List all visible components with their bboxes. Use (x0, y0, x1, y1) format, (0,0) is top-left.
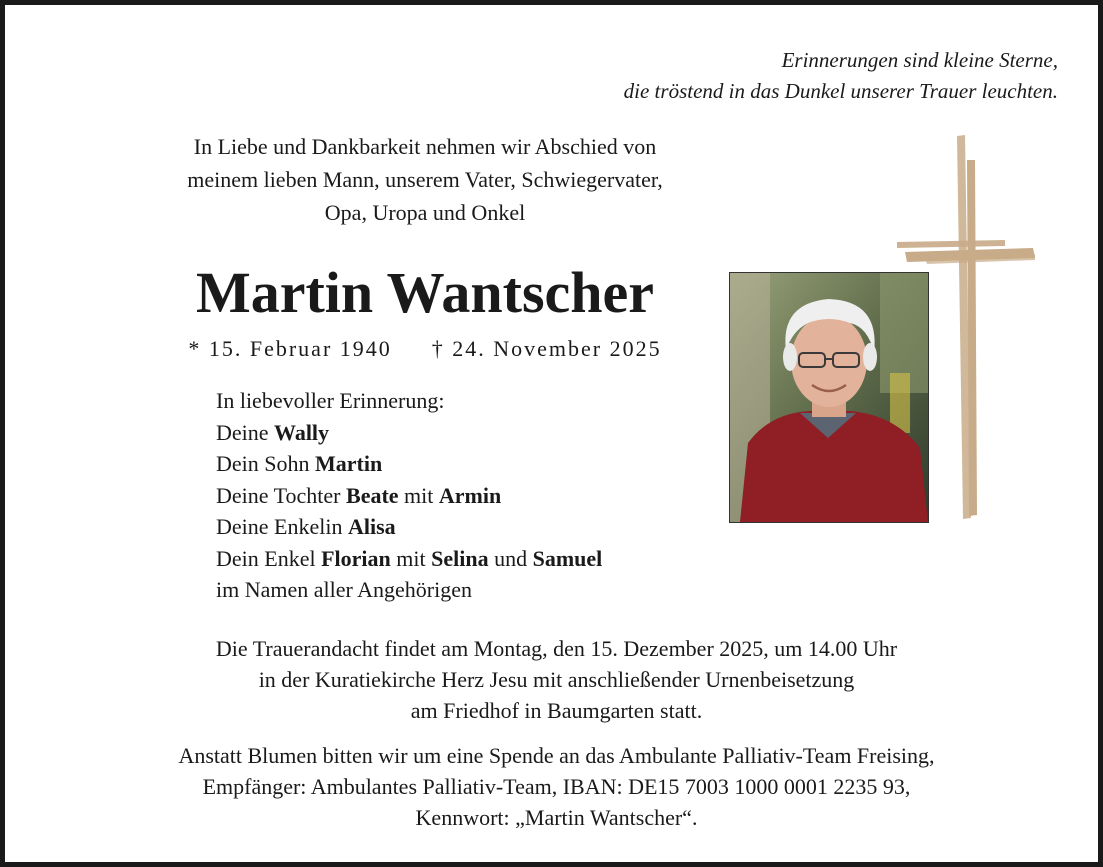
connector-text: mit (398, 482, 439, 508)
intro-text (105, 130, 745, 229)
quote-line-2: die tröstend in das Dunkel unserer Trauer leuchten. (623, 79, 1058, 103)
service-line-1: Die Trauerandacht findet am Montag, den 15. Dezember 2025, um 14.00 Uhr (215, 636, 898, 661)
service-line-2: in der Kuratiekirche Herz Jesu mit anschließender Urnenbeisetzung (258, 667, 855, 692)
quote-line-1: Erinnerungen sind kleine Sterne, (781, 48, 1058, 72)
donation-info (45, 740, 1068, 833)
relative-name: Beate (346, 482, 399, 508)
relative-name: Selina (431, 545, 489, 571)
family-row (216, 417, 602, 449)
family-list (216, 385, 602, 606)
relative-name: Wally (274, 419, 330, 445)
relation-text: Dein Sohn (216, 451, 315, 476)
relation-text: Deine Enkelin (216, 514, 348, 539)
deceased-name: Martin Wantscher (195, 260, 655, 325)
service-info (45, 633, 1068, 726)
family-closing: im Namen aller Angehörigen (216, 577, 472, 602)
relative-name: Florian (321, 545, 391, 571)
relative-name: Samuel (532, 545, 603, 571)
relation-text: Deine Tochter (216, 482, 347, 508)
service-line-3: am Friedhof in Baumgarten statt. (410, 698, 703, 723)
family-heading: In liebevoller Erinnerung: (216, 388, 445, 413)
relation-text: Deine (216, 419, 275, 445)
relative-name: Martin (315, 451, 383, 476)
cross-icon (885, 130, 1045, 530)
relative-name: Armin (438, 482, 502, 508)
family-row (216, 543, 602, 575)
relation-text: Dein Enkel (216, 545, 322, 571)
family-row (216, 480, 602, 512)
donation-line-1: Anstatt Blumen bitten wir um eine Spende an das Ambulante Palliativ-Team Freising, (178, 743, 935, 768)
death-date: † 24. November 2025 (431, 336, 662, 361)
intro-line-2: meinem lieben Mann, unserem Vater, Schwiegervater, (187, 167, 663, 192)
donation-line-2: Empfänger: Ambulantes Palliativ-Team, IBAN: DE15 7003 1000 0001 2235 93, (202, 774, 911, 799)
family-row (216, 448, 602, 480)
donation-line-3: Kennwort: „Martin Wantscher“. (415, 805, 698, 830)
birth-date: * 15. Februar 1940 (188, 336, 392, 361)
relative-name: Alisa (347, 514, 396, 539)
memorial-quote (624, 45, 1058, 107)
intro-line-1: In Liebe und Dankbarkeit nehmen wir Abschied von (193, 134, 657, 159)
connector-text: mit (390, 545, 432, 571)
family-row (216, 511, 602, 543)
intro-line-3: Opa, Uropa und Onkel (324, 200, 526, 225)
connector-text: und (488, 545, 533, 571)
life-dates (105, 332, 745, 366)
